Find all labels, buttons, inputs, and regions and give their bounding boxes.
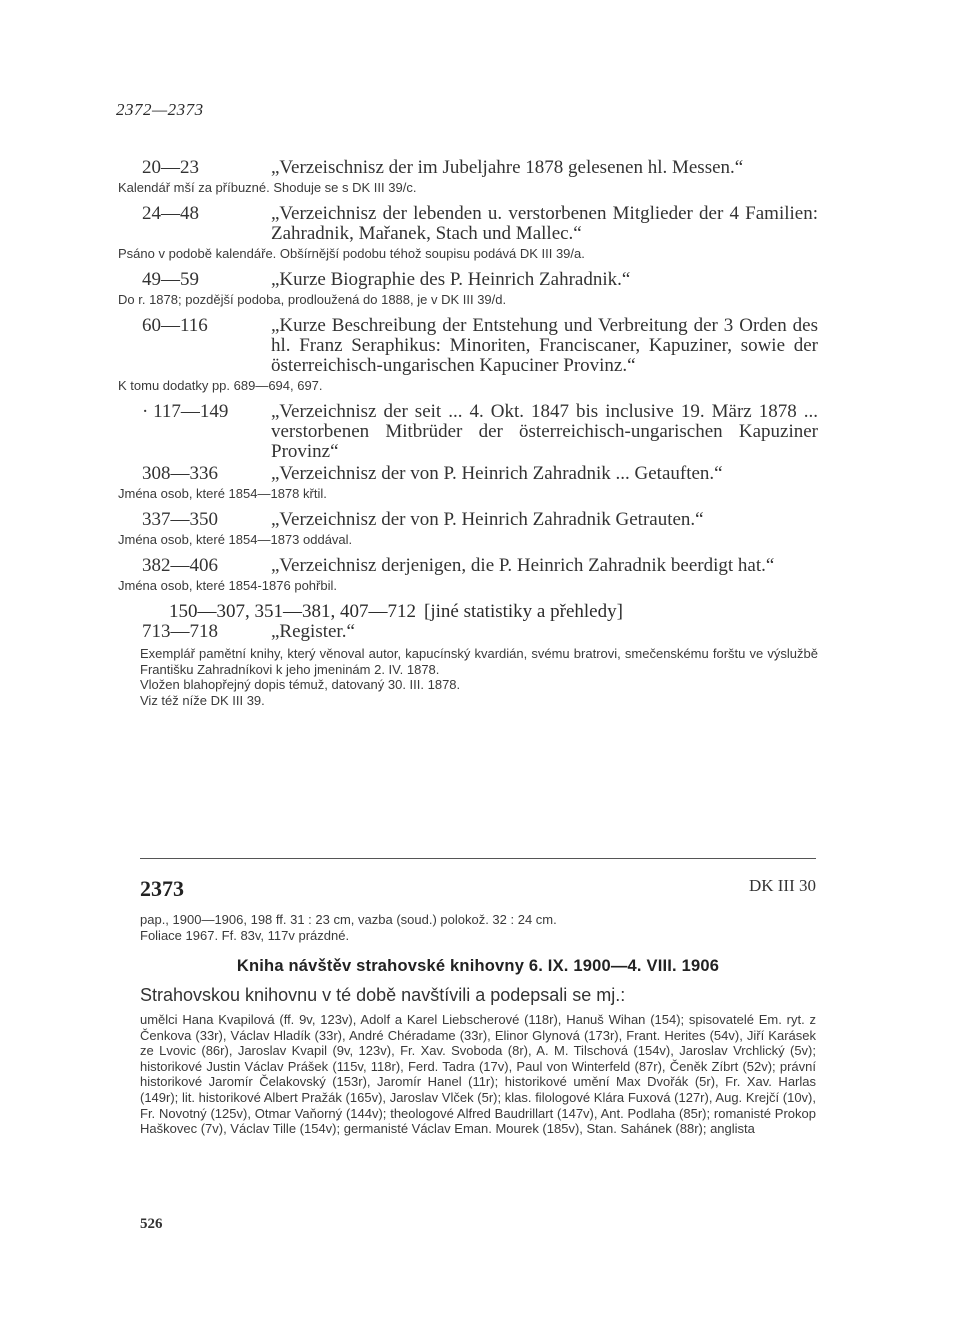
entry-note: K tomu dodatky pp. 689—694, 697. xyxy=(118,378,323,393)
folio-range: 150—307, 351—381, 407—712 xyxy=(169,601,416,622)
visitors-list: umělci Hana Kvapilová (ff. 9v, 123v), Adolf a Karel Liebscherové (118r), Hanuš Wihan (154); spisovatelé Em. ryt. z Čenkova (33r), Václav Hladík (33r), André Chéradame (33r), Elinor Glynová (173r), Frant. Herites (54v), Jiří Karásek ze Lvovic (86r), Jaroslav Kvapil (9v, 123v), Fr. Xav. Svoboda (8r), A. M. Tilschová (154v), Jaroslav Vrchlický (5v); historikové Justin Václav Prášek (115v, 118r), Ferd. Tadra (17v), Paul von Winterfeld (87r), Čeněk Zíbrt (52v); právní historikové Jaromír Čelakovský (153r), Jaromír Hanel (11r); historikové umění Max Dvořák (5r), Fr. Xav. Harlas (149r); lit. historikové Albert Pražák (165v), Jaroslav Vlček (5r); klas. filologové Klára Fuxová (127r), Aug. Krejčí (10v), Fr. Novotný (125v), Otmar Vaňorný (144v); theologové Alfred Baudrillart (147v), Ant. Podlaha (85r); romanisté Prokop Haškovec (7v), Václav Tille (154v); germanisté Václav Eman. Mourek (185v), Stan. Sahánek (88r); anglista xyxy=(140,1012,816,1137)
entry-title: „Verzeichnisz der lebenden u. verstorbenen Mitglieder der 4 Familien: Zahradnik, Mařanek, Stach und Mallec.“ xyxy=(271,203,818,244)
entry-note: Psáno v podobě kalendáře. Obšírnější podobu téhož soupisu podává DK III 39/a. xyxy=(118,246,585,261)
entry-title: „Kurze Beschreibung der Entstehung und Verbreitung der 3 Orden des hl. Franz Seraphikus: Minoriten, Franciscaner, Kapuziner, sowie der österreichisch-ungarischen Kapuciner Provinz.“ xyxy=(271,315,818,376)
physical-description xyxy=(140,912,820,944)
physdesc-line: Foliace 1967. Ff. 83v, 117v prázdné. xyxy=(140,928,350,943)
entry-title: „Register.“ xyxy=(271,621,355,642)
content-entry xyxy=(118,556,818,594)
intro-text: Strahovskou knihovnu v té době navštívili a podepsali se mj.: xyxy=(140,985,626,1005)
entry-title: „Kurze Biographie des P. Heinrich Zahradnik.“ xyxy=(271,269,631,290)
book-title: Kniha návštěv strahovské knihovny 6. IX. 1900—4. VIII. 1906 xyxy=(236,957,720,975)
contents-list xyxy=(118,158,818,708)
content-entry-wide xyxy=(118,602,818,622)
entry-note: Jména osob, které 1854—1878 křtil. xyxy=(118,486,327,501)
entry-note: Jména osob, které 1854-1876 pohřbil. xyxy=(118,578,337,593)
entry-title: „Verzeichnisz derjenigen, die P. Heinrich Zahradnik beerdigt hat.“ xyxy=(271,555,775,576)
section-divider xyxy=(140,858,816,859)
exemplar-note: Exemplář pamětní knihy, který věnoval autor, kapucínský kvardián, svému bratrovi, smečenskému forštu ve výslužbě Františku Zahradníkovi k jeho jmeninám 2. IV. 1878. xyxy=(140,646,818,677)
content-entry xyxy=(118,622,818,642)
physdesc-line: pap., 1900—1906, 198 ff. 31 : 23 cm, vazba (soud.) polokož. 32 : 24 cm. xyxy=(140,912,557,927)
folio-range: 24—48 xyxy=(142,203,199,224)
folio-range: · 117—149 xyxy=(142,401,229,422)
shelf-signature: DK III 30 xyxy=(748,876,816,895)
content-entry xyxy=(118,510,818,548)
folio-range: 20—23 xyxy=(142,157,199,178)
content-entry xyxy=(118,270,818,308)
exemplar-note: Vložen blahopřejný dopis témuž, datovaný 30. III. 1878. xyxy=(140,677,461,692)
folio-range: 60—116 xyxy=(142,315,208,336)
folio-range: 713—718 xyxy=(142,621,218,642)
content-entry xyxy=(118,402,818,462)
entry-note: Jména osob, které 1854—1873 oddával. xyxy=(118,532,353,547)
entry-title: „Verzeichnisz der seit ... 4. Okt. 1847 bis inclusive 19. März 1878 ... verstorbenen Mitbrüder der österreichisch-ungarischen Kapuziner Provinz“ xyxy=(271,401,818,462)
entry-title: „Verzeischnisz der im Jubeljahre 1878 gelesenen hl. Messen.“ xyxy=(271,157,744,178)
running-head: 2372—2373 xyxy=(116,100,204,119)
exemplar-notes xyxy=(140,646,818,708)
entry-title: „Verzeichnisz der von P. Heinrich Zahradnik ... Getauften.“ xyxy=(271,463,723,484)
folio-range: 382—406 xyxy=(142,555,218,576)
content-entry xyxy=(118,464,818,502)
folio-range: 49—59 xyxy=(142,269,199,290)
content-entry xyxy=(118,316,818,394)
folio-range: 337—350 xyxy=(142,509,218,530)
folio-range: 308—336 xyxy=(142,463,218,484)
page-number: 526 xyxy=(140,1216,163,1232)
entry-note: Do r. 1878; pozdější podoba, prodloužená do 1888, je v DK III 39/d. xyxy=(118,292,507,307)
entry-note: Kalendář mší za příbuzné. Shoduje se s DK III 39/c. xyxy=(118,180,417,195)
entry-title: „Verzeichnisz der von P. Heinrich Zahradnik Getrauten.“ xyxy=(271,509,704,530)
content-entry xyxy=(118,204,818,262)
content-entry xyxy=(118,158,818,196)
catalog-entry-number: 2373 xyxy=(140,876,184,901)
entry-title: [jiné statistiky a přehledy] xyxy=(424,601,623,622)
exemplar-note: Viz též níže DK III 39. xyxy=(140,692,265,708)
